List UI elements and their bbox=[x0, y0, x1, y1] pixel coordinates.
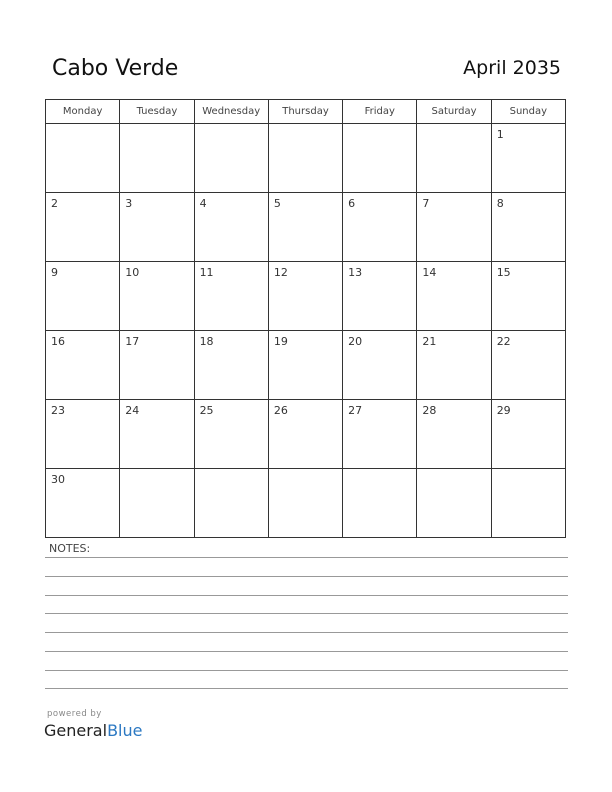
day-cell: 25 bbox=[194, 400, 268, 469]
calendar-week-row bbox=[46, 193, 566, 262]
day-cell bbox=[268, 124, 342, 193]
day-cell: 29 bbox=[491, 400, 565, 469]
day-cell: 14 bbox=[417, 262, 491, 331]
notes-line bbox=[45, 651, 568, 652]
weekday-header: Friday bbox=[343, 100, 417, 124]
day-cell bbox=[194, 469, 268, 538]
notes-line bbox=[45, 595, 568, 596]
day-cell bbox=[491, 469, 565, 538]
day-cell bbox=[343, 469, 417, 538]
calendar-week-row bbox=[46, 124, 566, 193]
brand-blue-text: Blue bbox=[107, 721, 143, 740]
calendar-week-row bbox=[46, 400, 566, 469]
day-cell bbox=[46, 124, 120, 193]
weekday-header: Saturday bbox=[417, 100, 491, 124]
calendar-grid bbox=[45, 99, 566, 538]
notes-label: NOTES: bbox=[49, 542, 91, 555]
day-cell: 7 bbox=[417, 193, 491, 262]
notes-line bbox=[45, 613, 568, 614]
calendar-country-title: Cabo Verde bbox=[52, 56, 179, 81]
calendar-week-row bbox=[46, 331, 566, 400]
day-cell: 15 bbox=[491, 262, 565, 331]
day-cell: 16 bbox=[46, 331, 120, 400]
calendar-month-year: April 2035 bbox=[463, 57, 561, 79]
day-cell bbox=[343, 124, 417, 193]
day-cell bbox=[417, 124, 491, 193]
day-cell bbox=[120, 469, 194, 538]
brand-general-text: General bbox=[44, 721, 108, 740]
day-cell: 26 bbox=[268, 400, 342, 469]
day-cell: 3 bbox=[120, 193, 194, 262]
notes-line bbox=[45, 632, 568, 633]
day-cell bbox=[417, 469, 491, 538]
day-cell bbox=[268, 469, 342, 538]
weekday-header: Tuesday bbox=[120, 100, 194, 124]
calendar-week-row bbox=[46, 262, 566, 331]
day-cell: 28 bbox=[417, 400, 491, 469]
day-cell bbox=[120, 124, 194, 193]
day-cell: 13 bbox=[343, 262, 417, 331]
day-cell: 12 bbox=[268, 262, 342, 331]
powered-by-text: powered by bbox=[47, 709, 102, 719]
calendar-week-row bbox=[46, 469, 566, 538]
day-cell: 11 bbox=[194, 262, 268, 331]
weekday-header-row bbox=[46, 100, 566, 124]
day-cell: 22 bbox=[491, 331, 565, 400]
day-cell: 24 bbox=[120, 400, 194, 469]
day-cell: 6 bbox=[343, 193, 417, 262]
day-cell: 19 bbox=[268, 331, 342, 400]
day-cell: 2 bbox=[46, 193, 120, 262]
day-cell: 23 bbox=[46, 400, 120, 469]
day-cell: 8 bbox=[491, 193, 565, 262]
day-cell: 17 bbox=[120, 331, 194, 400]
day-cell: 20 bbox=[343, 331, 417, 400]
weekday-header: Thursday bbox=[268, 100, 342, 124]
day-cell: 18 bbox=[194, 331, 268, 400]
notes-line bbox=[45, 576, 568, 577]
weekday-header: Monday bbox=[46, 100, 120, 124]
notes-line bbox=[45, 557, 568, 558]
notes-line bbox=[45, 688, 568, 689]
weekday-header: Sunday bbox=[491, 100, 565, 124]
notes-line bbox=[45, 670, 568, 671]
day-cell: 4 bbox=[194, 193, 268, 262]
day-cell: 5 bbox=[268, 193, 342, 262]
day-cell bbox=[194, 124, 268, 193]
day-cell: 27 bbox=[343, 400, 417, 469]
weekday-header: Wednesday bbox=[194, 100, 268, 124]
generalblue-logo bbox=[44, 721, 142, 740]
day-cell: 30 bbox=[46, 469, 120, 538]
day-cell: 9 bbox=[46, 262, 120, 331]
day-cell: 21 bbox=[417, 331, 491, 400]
day-cell: 1 bbox=[491, 124, 565, 193]
day-cell: 10 bbox=[120, 262, 194, 331]
